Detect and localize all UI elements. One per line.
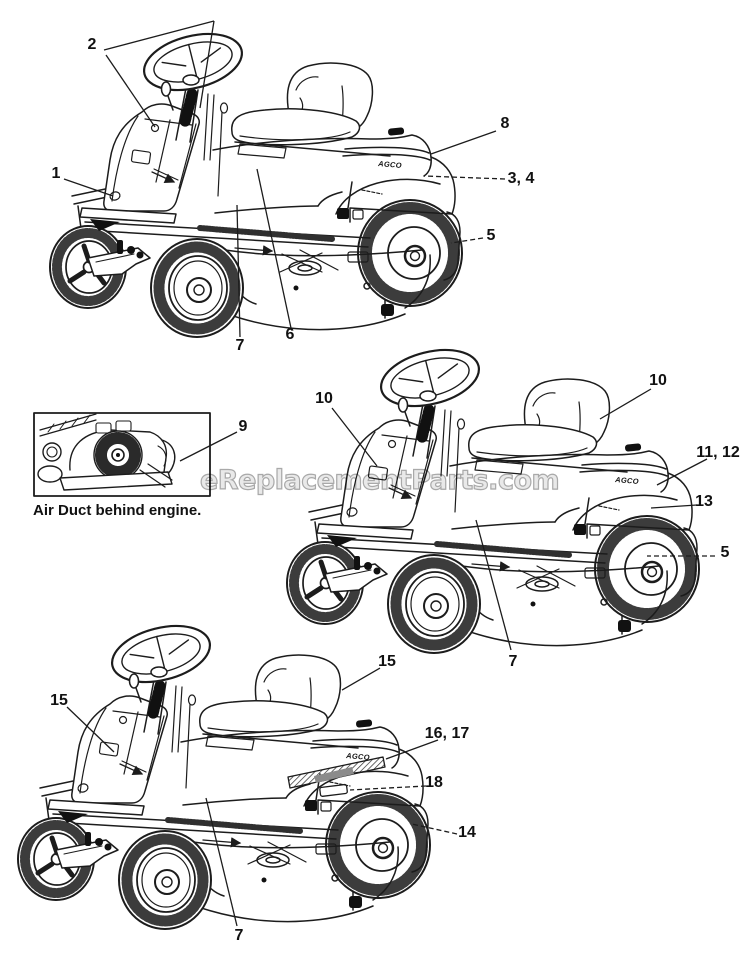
callout-label-2: 2 bbox=[87, 36, 97, 53]
callout-label-15: 15 bbox=[50, 692, 68, 709]
callout-label-5: 5 bbox=[720, 544, 730, 561]
watermark: eReplacementParts.com bbox=[200, 465, 560, 496]
callout-label-14: 14 bbox=[458, 824, 476, 841]
callout-label-6: 6 bbox=[285, 326, 295, 343]
callout-label-7: 7 bbox=[234, 927, 244, 944]
mower-illustration-3 bbox=[18, 617, 430, 929]
callout-label-8: 8 bbox=[500, 115, 510, 132]
leader-line bbox=[350, 786, 426, 790]
leader-line bbox=[257, 169, 291, 328]
leader-line bbox=[342, 668, 380, 690]
callout-label-10: 10 bbox=[649, 372, 667, 389]
callout-label-15: 15 bbox=[378, 653, 396, 670]
callout-label-13: 13 bbox=[695, 493, 713, 510]
inset-caption: Air Duct behind engine. bbox=[33, 502, 202, 519]
leader-line bbox=[476, 520, 511, 650]
callout-label-7: 7 bbox=[235, 337, 245, 354]
leader-line bbox=[180, 432, 237, 461]
callout-label-3-4: 3, 4 bbox=[507, 170, 535, 187]
callout-label-1: 1 bbox=[51, 165, 61, 182]
callout-label-10: 10 bbox=[315, 390, 333, 407]
callout-label-9: 9 bbox=[238, 418, 248, 435]
callout-label-5: 5 bbox=[486, 227, 496, 244]
mower-illustration-1 bbox=[50, 25, 462, 337]
leader-line bbox=[206, 798, 237, 926]
engine-fan bbox=[94, 431, 142, 479]
callout-label-16-17: 16, 17 bbox=[424, 725, 470, 742]
leader-line bbox=[651, 505, 697, 508]
callout-label-11-12: 11, 12 bbox=[696, 444, 740, 461]
callout-label-18: 18 bbox=[425, 774, 443, 791]
inset-air-duct bbox=[34, 413, 210, 496]
callout-label-7: 7 bbox=[508, 653, 518, 670]
mower-illustration-2 bbox=[287, 341, 699, 653]
